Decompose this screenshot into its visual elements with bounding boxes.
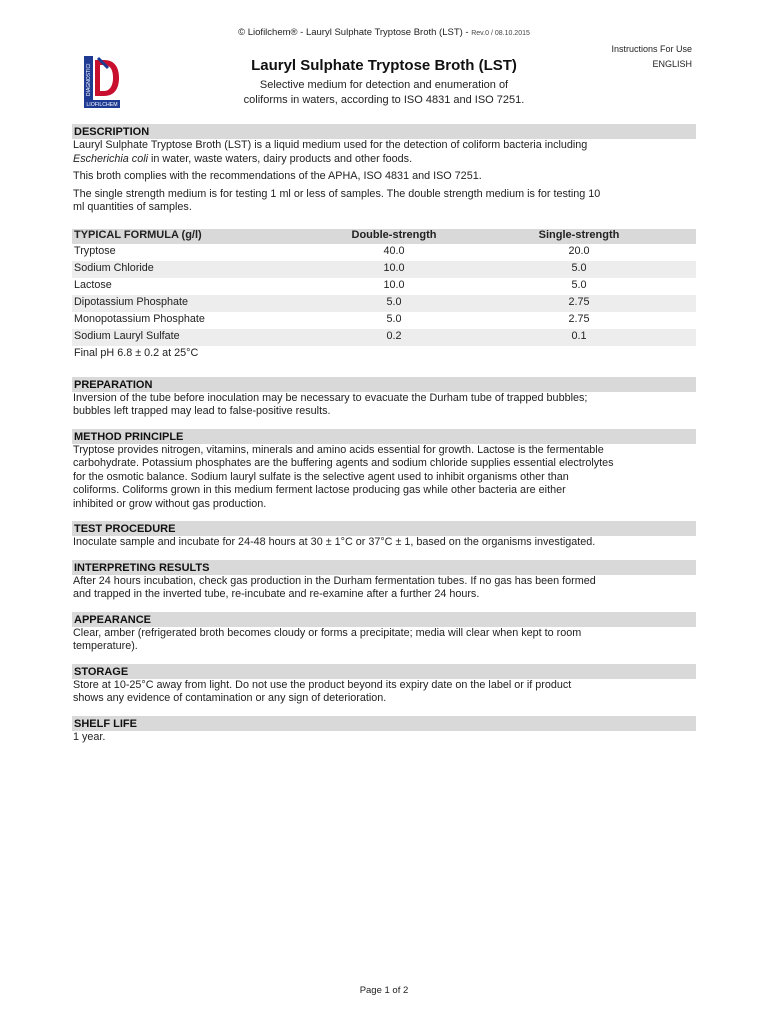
double-strength-value: 40.0 [383, 245, 405, 258]
logo-liofilchem-text: LIOFILCHEM [86, 102, 118, 108]
document-subtitle [0, 78, 768, 107]
description-paragraph-1 [73, 139, 695, 166]
single-strength-value: 0.1 [571, 330, 587, 343]
interpreting-results-text [73, 575, 695, 602]
copyright-line: © Liofilchem® - Lauryl Sulphate Tryptose Broth (LST) - [238, 27, 469, 38]
logo-diagnostici-text: DIAGNOSTICI [86, 63, 92, 96]
table-row [72, 312, 696, 329]
document-header-line [0, 27, 768, 38]
description-p3-line-2: ml quantities of samples. [73, 201, 192, 213]
appearance-line-1: Clear, amber (refrigerated broth becomes cloudy or forms a precipitate; media will clear when kept to room [73, 626, 582, 639]
formula-table [72, 229, 696, 363]
final-ph-row [72, 346, 696, 363]
description-heading: DESCRIPTION [72, 124, 696, 139]
method-line-2: carbohydrate. Potassium phosphates are the buffering agents and sodium chloride supplies essential electrolytes [73, 457, 614, 469]
instructions-for-use-label [611, 42, 692, 72]
ingredient-name: Dipotassium Phosphate [74, 296, 189, 309]
subtitle-line-1: Selective medium for detection and enumeration of [259, 79, 509, 91]
formula-header-single: Single-strength [538, 229, 620, 242]
description-p3-line-1: The single strength medium is for testing 1 ml or less of samples. The double strength medium is for testing 10 [73, 187, 601, 200]
method-line-3: for the osmotic balance. Sodium lauryl sulfate is the selective agent used to inhibit organisms other than [73, 470, 569, 483]
storage-line-1: Store at 10-25°C away from light. Do not use the product beyond its expiry date on the label or if product [73, 678, 572, 691]
appearance-heading: APPEARANCE [72, 612, 696, 627]
description-p1-start: Lauryl Sulphate Tryptose Broth (LST) is a liquid medium used for the detection of coliform bacteria including [73, 139, 588, 151]
ingredient-name: Lactose [74, 279, 112, 292]
document-body [72, 124, 696, 744]
document-title: Lauryl Sulphate Tryptose Broth (LST) [251, 57, 517, 74]
table-row [72, 329, 696, 346]
preparation-text [73, 392, 695, 419]
preparation-line-1: Inversion of the tube before inoculation may be necessary to evacuate the Durham tube of trapped bubbles; [73, 391, 588, 404]
shelf-life-heading: SHELF LIFE [72, 716, 696, 731]
test-procedure-heading: TEST PROCEDURE [72, 521, 696, 536]
test-procedure-text: Inoculate sample and incubate for 24-48 hours at 30 ± 1°C or 37°C ± 1, based on the organisms investigated. [73, 536, 596, 548]
preparation-heading: PREPARATION [72, 377, 696, 392]
double-strength-value: 5.0 [386, 313, 402, 326]
page-number: Page 1 of 2 [359, 985, 409, 996]
storage-text [73, 679, 695, 706]
method-line-1: Tryptose provides nitrogen, vitamins, minerals and amino acids essential for growth. Lactose is the fermentable [73, 443, 604, 456]
storage-heading: STORAGE [72, 664, 696, 679]
table-row [72, 244, 696, 261]
description-paragraph-2: This broth complies with the recommendations of the APHA, ISO 4831 and ISO 7251. [73, 170, 482, 182]
ingredient-name: Sodium Chloride [74, 262, 154, 275]
appearance-text [73, 627, 695, 654]
interpreting-line-1: After 24 hours incubation, check gas production in the Durham fermentation tubes. If no gas has been formed [73, 574, 596, 587]
double-strength-value: 10.0 [383, 262, 405, 275]
table-row [72, 261, 696, 278]
formula-table-header [72, 229, 696, 244]
formula-header-double: Double-strength [351, 229, 437, 242]
single-strength-value: 2.75 [568, 313, 590, 326]
storage-line-2: shows any evidence of contamination or any sign of deterioration. [73, 692, 387, 704]
single-strength-value: 2.75 [568, 296, 590, 309]
double-strength-value: 5.0 [386, 296, 402, 309]
single-strength-value: 5.0 [571, 279, 587, 292]
interpreting-line-2: and trapped in the inverted tube, re-incubate and re-examine after a further 24 hours. [73, 588, 480, 600]
formula-header-name: TYPICAL FORMULA (g/l) [74, 229, 202, 242]
ingredient-name: Monopotassium Phosphate [74, 313, 205, 326]
table-row [72, 295, 696, 312]
shelf-life-text: 1 year. [73, 730, 106, 743]
table-row [72, 278, 696, 295]
method-principle-heading: METHOD PRINCIPLE [72, 429, 696, 444]
description-paragraph-3 [73, 188, 695, 215]
description-organism: Escherichia coli [73, 152, 149, 165]
double-strength-value: 10.0 [383, 279, 405, 292]
ifu-title: Instructions For Use [611, 44, 692, 54]
method-line-5: inhibited or grow without gas production. [73, 497, 267, 510]
preparation-line-2: bubbles left trapped may lead to false-positive results. [73, 405, 331, 417]
interpreting-results-heading: INTERPRETING RESULTS [72, 560, 696, 575]
description-p1-end: in water, waste waters, dairy products and other foods. [151, 152, 413, 165]
subtitle-line-2: coliforms in waters, according to ISO 4831 and ISO 7251. [243, 93, 525, 106]
method-principle-text [73, 444, 695, 512]
appearance-line-2: temperature). [73, 640, 138, 652]
single-strength-value: 5.0 [571, 262, 587, 275]
revision-label: Rev.0 / 08.10.2015 [471, 30, 530, 37]
double-strength-value: 0.2 [386, 330, 402, 343]
language-label: ENGLISH [652, 59, 692, 69]
ingredient-name: Sodium Lauryl Sulfate [74, 330, 180, 343]
single-strength-value: 20.0 [568, 245, 590, 258]
final-ph-text: Final pH 6.8 ± 0.2 at 25°C [74, 347, 199, 360]
method-line-4: coliforms. Coliforms grown in this medium ferment lactose producing gas while other bacteria are either [73, 484, 566, 496]
ingredient-name: Tryptose [74, 245, 116, 258]
